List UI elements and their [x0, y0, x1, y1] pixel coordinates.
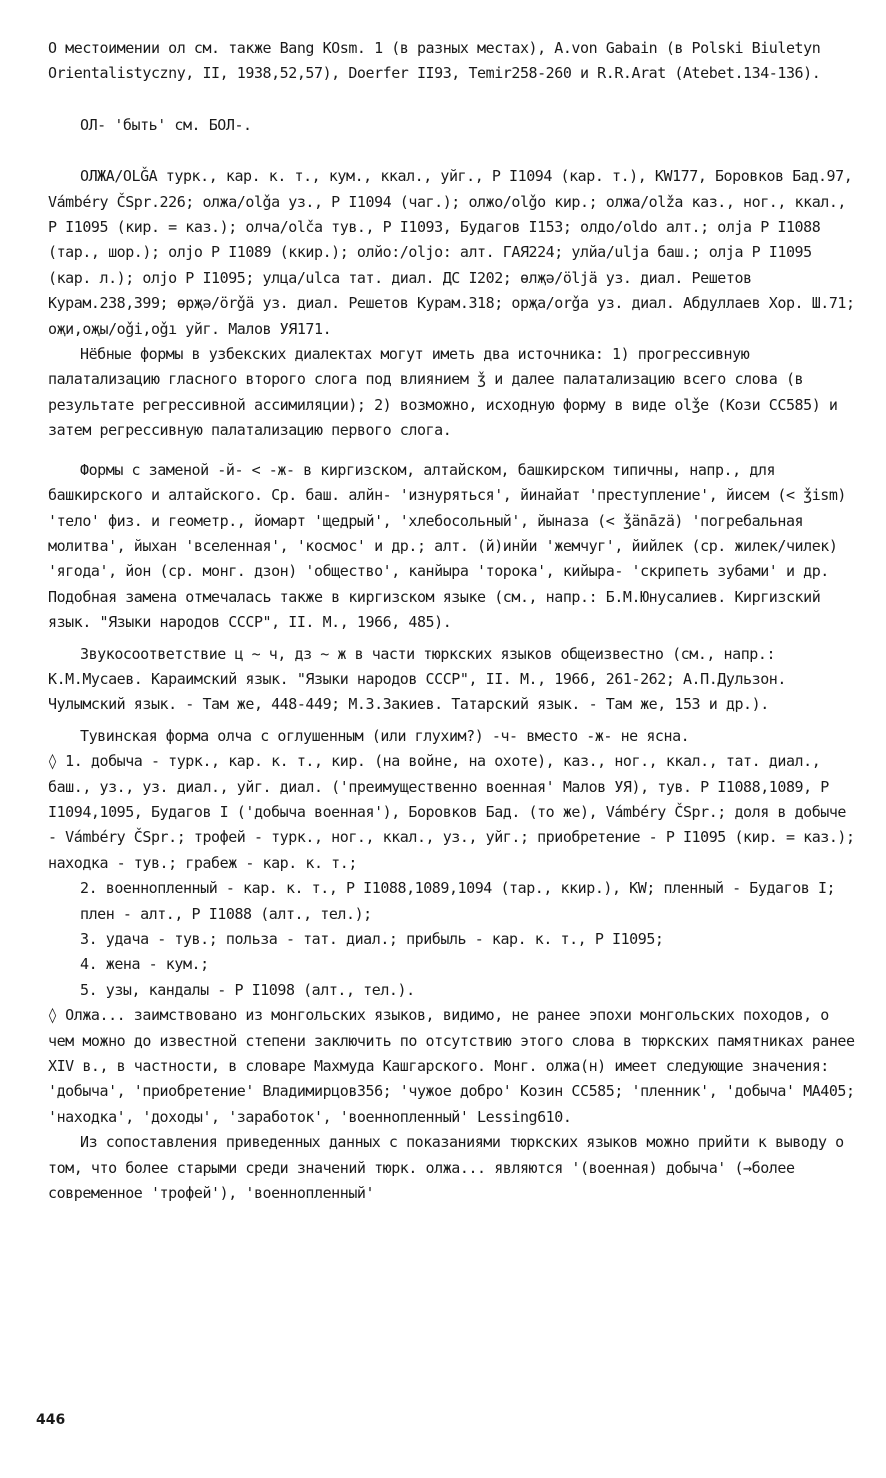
meaning-item-4: 4. жена - кум.; — [80, 955, 209, 974]
paragraph-tuvan-form: Тувинская форма олча с оглушенным (или глухим?) -ч- вместо -ж- не ясна. — [80, 726, 690, 745]
meaning-item-5: 5. узы, кандалы - Р I1098 (алт., тел.). — [80, 980, 415, 999]
paragraph-ol-be-entry: ОЛ- 'быть' см. БОЛ-. — [80, 115, 252, 134]
paragraph-conclusion: Из сопоставления приведенных данных с показаниями тюркских языков можно прийти к выводу о том, что более старыми среди значений тюрк. олжа... являются '(военная) добыча' (→более современное 'трофей'), 'военнопленный' — [48, 1133, 844, 1203]
paragraph-ol-pronoun-note: О местоимении ол см. также Bang KOsm. 1 (в разных местах), A.von Gabain (в Polski Biuletyn Orientalistyczny, II, 1938,52,57), Doerfer II93, Temir258-260 и R.R.Arat (Atebet.134-136). — [48, 39, 821, 83]
paragraph-etymology: ◊ Олжа... заимствовано из монгольских языков, видимо, не ранее эпохи монгольских походов, о чем можно до известной степени заключить по отсутствию этого слова в тюркских памятниках ранее XIV в., в частности, в словаре Махмуда Кашгарского. Монг. олжа(н) имеет следующие значения: 'добыча', 'приобретение' Владимирцов356; 'чужое добро' Козин CC585; 'пленник', 'добыча' MA405; 'находка', 'доходы', 'заработок', 'военнопленный' Lessing610. — [48, 1006, 855, 1126]
paragraph-olja-forms: ОЛЖА/OLǦA турк., кар. к. т., кум., ккал., уйг., Р I1094 (кар. т.), KW177, Боровков Бад.97, Vámbéry ČSpr.226; олжа/olǧa уз., Р I1094 (чаг.); олжо/olǧo кир.; олжа/olža каз., ног., ккал., Р I1095 (кир. = каз.); олча/olča тув., Р I1093, Будагов I153; олдо/oldo алт.; олја Р I1088 (тар., шор.); олјо Р I1089 (ккир.); олйо:/oljo: алт. ГАЯ224; улйа/ulja баш.; олја Р I1095 (кар. л.); олјо Р I1095; улца/ulca тат. диал. ДС I202; өлҗә/öljä уз. диал. Решетов Курам.238,399; өрҗә/örǧä уз. диал. Решетов Курам.318; орҗа/orǧa уз. диал. Абдуллаев Хор. Ш.71; оҗи,оҗы/oǧi,oǧı уйг. Малов УЯ171. — [48, 167, 855, 338]
document-page — [48, 36, 860, 1206]
page-number: 446 — [36, 1412, 66, 1428]
meaning-item-2: 2. военнопленный - кар. к. т., Р I1088,1089,1094 (тар., ккир.), KW; пленный - Будагов I; плен - алт., Р I1088 (алт., тел.); — [80, 879, 836, 923]
paragraph-y-substitution: Формы с заменой -й- < -ж- в киргизском, алтайском, башкирском типичны, напр., для башкирского и алтайского. Ср. баш. алйн- 'изнуряться', йинайат 'преступление', йисем (< ǯism) 'тело' физ. и геометр., йомарт 'щедрый', 'хлебосольный', йыназа (< ǯänāzä) 'погребальная молитва', йыхан 'вселенная', 'космос' и др.; алт. (й)инйи 'жемчуг', йийлек (ср. жилек/чилек) 'ягода', йон (ср. монг. дзон) 'общество', канйыра 'торока', кийыра- 'скрипеть зубами' и др. Подобная замена отмечалась также в киргизском языке (см., напр.: Б.М.Юнусалиев. Киргизский язык. "Языки народов СССР", II. М., 1966, 485). — [48, 460, 847, 632]
paragraph-palatal-forms: Нёбные формы в узбекских диалектах могут иметь два источника: 1) прогрессивную палатализацию гласного второго слога под влиянием ǯ и далее палатализацию всего слова (в результате регрессивной ассимиляции); 2) возможно, исходную форму в виде olǯe (Кози CC585) и затем регрессивную палатализацию первого слога. — [48, 345, 838, 440]
meaning-item-1: ◊ 1. добыча - турк., кар. к. т., кир. (на войне, на охоте), каз., ног., ккал., тат. диал., баш., уз., уз. диал., уйг. диал. ('преимущественно военная' Малов УЯ), тув. Р I1088,1089, Р I1094,1095, Будагов I ('добыча военная'), Боровков Бад. (то же), Vámbéry ČSpr.; доля в добыче - Vámbéry ČSpr.; трофей - турк., ног., ккал., уз., уйг.; приобретение - Р I1095 (кир. = каз.); находка - тув.; грабеж - кар. к. т.; — [48, 752, 855, 872]
meaning-item-3: 3. удача - тув.; польза - тат. диал.; прибыль - кар. к. т., Р I1095; — [80, 930, 664, 948]
paragraph-sound-correspondence: Звукосоответствие ц ~ ч, дз ~ ж в части тюркских языков общеизвестно (см., напр.: К.М.Мусаев. Караимский язык. "Языки народов СССР", II. М., 1966, 261-262; А.П.Дульзон. Чулымский язык. - Там же, 448-449; М.З.Закиев. Татарский язык. - Там же, 153 и др.). — [48, 644, 786, 714]
